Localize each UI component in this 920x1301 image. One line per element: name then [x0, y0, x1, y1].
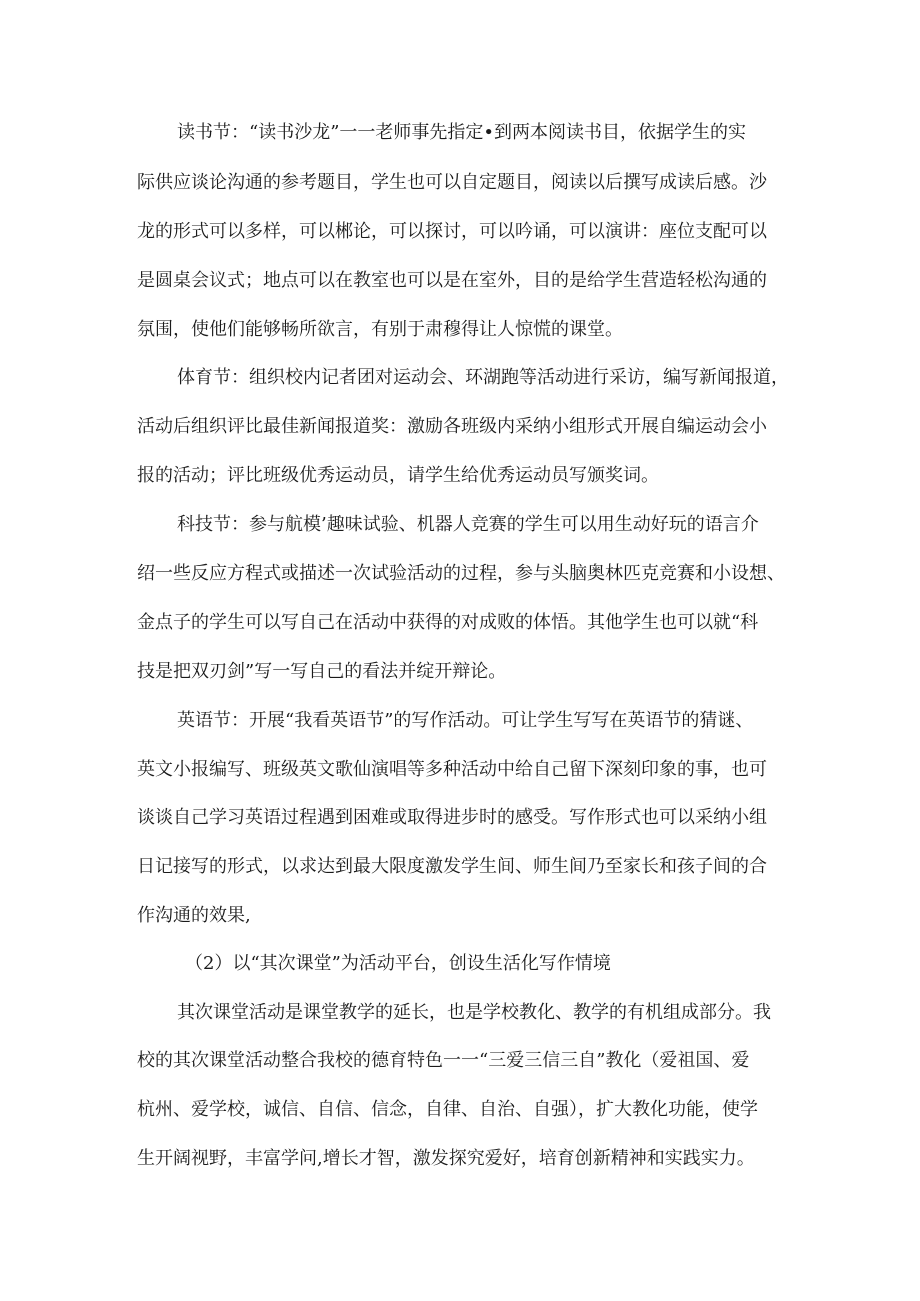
paragraph-english-line-5: 作沟通的效果,	[137, 905, 251, 926]
paragraph-english-line-3: 谈谈自己学习英语过程遇到困难或取得进步时的感受。写作形式也可以采纳小组	[137, 807, 767, 828]
paragraph-english-line-1: 英语节：开展“我看英语节”的写作活动。可让学生写写在英语节的猜谜、	[177, 710, 754, 731]
paragraph-second-classroom-line-1: 其次课堂活动是课堂教学的延长，也是学校教化、教学的有机组成部分。我	[177, 1002, 771, 1023]
paragraph-english-line-4: 日记接写的形式，以求达到最大限度激发学生间、师生间乃至家长和孩子间的合	[137, 856, 767, 877]
paragraph-english-line-2: 英文小报编写、班级英文歌仙演唱等多种活动中给自己留下深刻印象的事，也可	[137, 759, 767, 780]
paragraph-science-line-3: 金点子的学生可以写自己在活动中获得的对成败的体悟。其他学生也可以就“科	[137, 612, 759, 633]
paragraph-sports-line-2: 活动后组织评比最佳新闻报道奖：激励各班级内采纳小组形式开展自编运动会小	[137, 416, 767, 437]
paragraph-second-classroom-line-3: 杭州、爱学校，诚信、自信、信念，自律、自治、自强），扩大教化功能，使学	[137, 1099, 758, 1120]
paragraph-reading-line-5: 氛围，使他们能够畅所欲言，有别于肃穆得让人惊慌的课堂。	[137, 319, 623, 340]
paragraph-science-line-2: 绍一些反应方程式或描述一次试验活动的过程，参与头脑奥林匹克竞赛和小设想、	[137, 563, 785, 584]
paragraph-reading-line-1: 读书节：“读书沙龙”一一老师事先指定•到两本阅读书目，依据学生的实	[177, 122, 747, 143]
paragraph-reading-line-4: 是圆桌会议式；地点可以在教室也可以是在室外，目的是给学生营造轻松沟通的	[137, 270, 767, 291]
paragraph-science-line-1: 科技节：参与航模’趣味试验、机器人竞赛的学生可以用生动好玩的语言介	[177, 514, 759, 535]
paragraph-science-line-4: 技是把双刃剑”写一写自己的看法并绽开辩论。	[137, 661, 507, 682]
paragraph-sports-line-3: 报的活动；评比班级优秀运动员，请学生给优秀运动员写颁奖词。	[137, 465, 659, 486]
paragraph-reading-line-3: 龙的形式可以多样，可以郴论，可以探讨，可以吟诵，可以演讲：座位支配可以	[137, 221, 767, 242]
paragraph-second-classroom-line-4: 生开阔视野，丰富学问,增长才智，激发探究爱好，培育创新精神和实践实力。	[137, 1148, 755, 1169]
paragraph-sports-line-1: 体育节：组织校内记者团对运动会、环湖跑等活动进行采访，编写新闻报道，	[177, 367, 789, 388]
section-heading: （2）以“其次课堂”为活动平台，创设生活化写作情境	[185, 953, 611, 974]
paragraph-reading-line-2: 际供应谈论沟通的参考题目，学生也可以自定题目，阅读以后撰写成读后感。沙	[137, 172, 767, 193]
paragraph-second-classroom-line-2: 校的其次课堂活动整合我校的德育特色一一“三爱三信三自”教化（爱祖国、爱	[137, 1050, 750, 1071]
